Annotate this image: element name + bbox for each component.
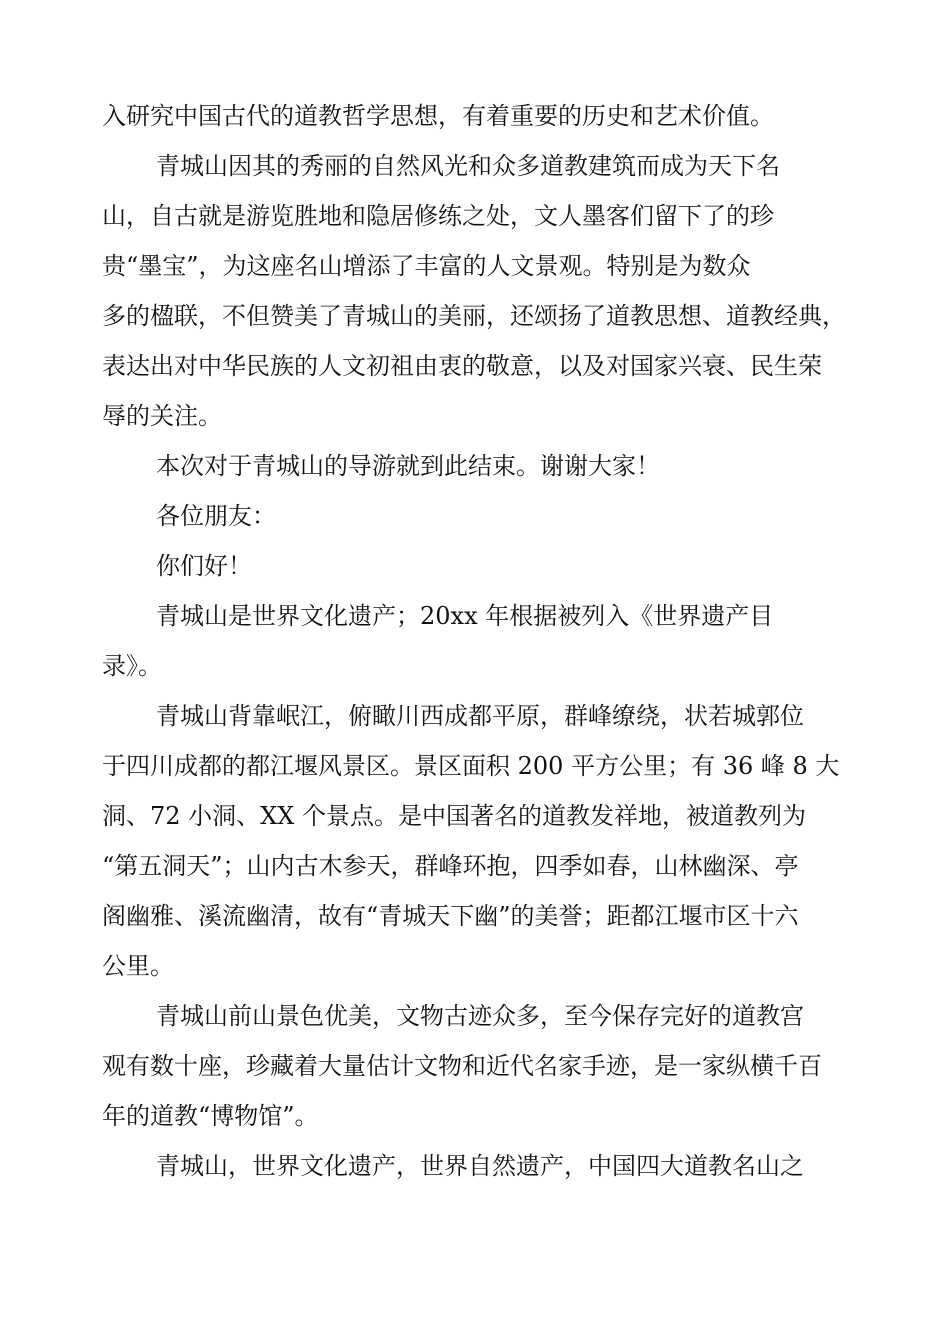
text-line: 公里。 xyxy=(102,952,174,980)
text-line: 于四川成都的都江堰风景区。景区面积 200 平方公里；有 36 峰 8 大 xyxy=(102,752,840,780)
text-line: 入研究中国古代的道教哲学思想，有着重要的历史和艺术价值。 xyxy=(102,102,774,130)
text-line: 洞、72 小洞、XX 个景点。是中国著名的道教发祥地，被道教列为 xyxy=(102,802,806,830)
text-line: 年的道教“博物馆”。 xyxy=(102,1102,319,1130)
text-line: 青城山，世界文化遗产，世界自然遗产，中国四大道教名山之 xyxy=(156,1152,804,1180)
text-line: 青城山背靠岷江，俯瞰川西成都平原，群峰缭绕，状若城郭位 xyxy=(156,702,804,730)
text-line: 观有数十座，珍藏着大量估计文物和近代名家手迹，是一家纵横千百 xyxy=(102,1052,822,1080)
text-line: 录》。 xyxy=(102,652,162,680)
text-line: 青城山前山景色优美，文物古迹众多，至今保存完好的道教宫 xyxy=(156,1002,804,1030)
text-line: 表达出对中华民族的人文初祖由衷的敬意，以及对国家兴衰、民生荣 xyxy=(102,352,822,380)
text-line: 青城山是世界文化遗产；20xx 年根据被列入《世界遗产目 xyxy=(156,602,774,630)
text-line: 山，自古就是游览胜地和隐居修练之处，文人墨客们留下了的珍 xyxy=(102,202,774,230)
text-line: 青城山因其的秀丽的自然风光和众多道教建筑而成为天下名 xyxy=(156,152,780,180)
text-line: 各位朋友： xyxy=(156,502,276,530)
text-line: “第五洞天”；山内古木参天，群峰环抱，四季如春，山林幽深、亭 xyxy=(102,852,799,880)
text-line: 阁幽雅、溪流幽清，故有“青城天下幽”的美誉；距都江堰市区十六 xyxy=(102,902,799,930)
text-line: 多的楹联，不但赞美了青城山的美丽，还颂扬了道教思想、道教经典， xyxy=(102,302,846,330)
text-line: 辱的关注。 xyxy=(102,402,222,430)
text-line: 贵“墨宝”，为这座名山增添了丰富的人文景观。特别是为数众 xyxy=(102,252,751,280)
text-line: 你们好！ xyxy=(156,552,252,580)
text-line: 本次对于青城山的导游就到此结束。谢谢大家！ xyxy=(156,452,660,480)
